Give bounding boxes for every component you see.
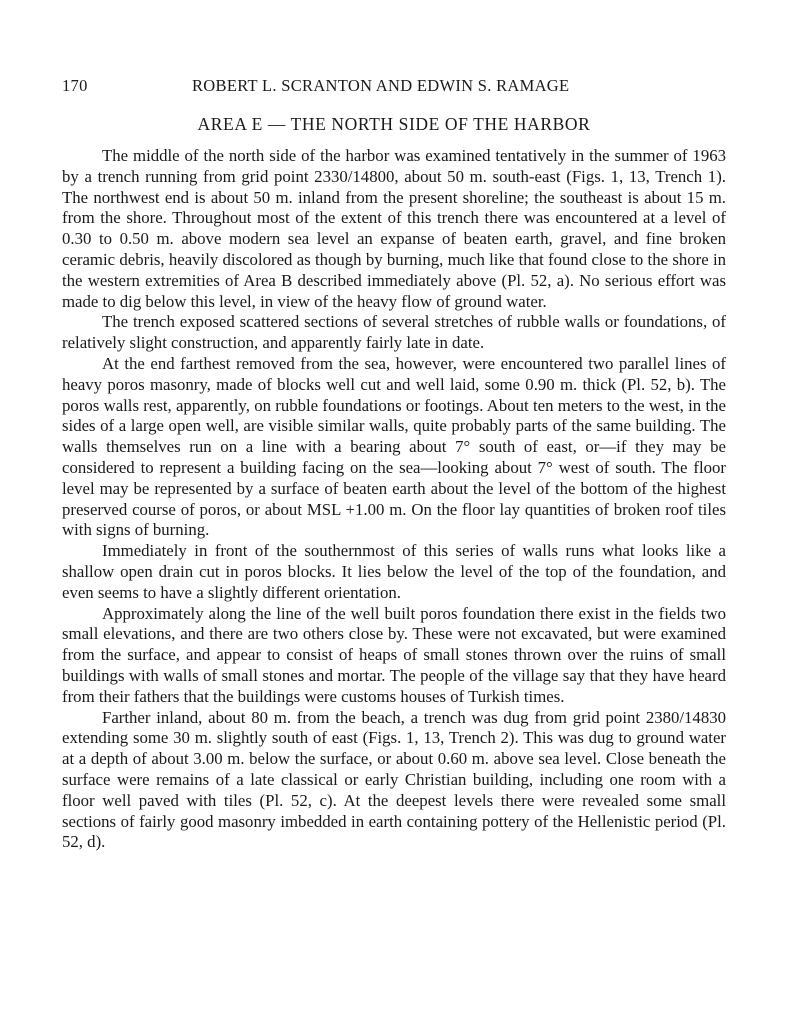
running-head-authors: ROBERT L. SCRANTON AND EDWIN S. RAMAGE bbox=[192, 76, 570, 95]
paragraph: Farther inland, about 80 m. from the beach, a trench was dug from grid point 2380/14830 extending some 30 m. slightly south of east (Figs. 1, 13, Trench 2). This was dug to ground water at a depth of about 3.00 m. below the surface, or about 0.60 m. above sea level. Close beneath the surface were remains of a late classical or early Christian building, including one room with a floor well paved with tiles (Pl. 52, c). At the deepest levels there were revealed some small sections of fairly good masonry imbedded in earth containing pottery of the Hellenistic period (Pl. 52, d). bbox=[62, 707, 726, 852]
paragraph: The trench exposed scattered sections of several stretches of rubble walls or foundations, of relatively slight construction, and apparently fairly late in date. bbox=[62, 312, 726, 353]
paragraph: The middle of the north side of the harbor was examined tentatively in the summer of 1963 by a trench running from grid point 2330/14800, about 50 m. south-east (Figs. 1, 13, Trench 1). The northwest end is about 50 m. inland from the present shoreline; the southeast is about 15 m. from the shore. Throughout most of the extent of this trench there was encountered at a level of 0.30 to 0.50 m. above modern sea level an expanse of beaten earth, gravel, and fine broken ceramic debris, heavily discolored as though by burning, much like that found close to the shore in the western extremities of Area B described immediately above (Pl. 52, a). No serious effort was made to dig below this level, in view of the heavy flow of ground water. bbox=[62, 146, 726, 311]
page-number: 170 bbox=[62, 76, 88, 95]
paragraph: Immediately in front of the southernmost of this series of walls runs what looks like a shallow open drain cut in poros blocks. It lies below the level of the top of the foundation, and even seems to have a slightly different orientation. bbox=[62, 541, 726, 602]
section-title: AREA E — THE NORTH SIDE OF THE HARBOR bbox=[197, 114, 591, 134]
running-head bbox=[62, 76, 726, 100]
paragraph: At the end farthest removed from the sea, however, were encountered two parallel lines of heavy poros masonry, made of blocks well cut and well laid, some 0.90 m. thick (Pl. 52, b). The poros walls rest, apparently, on rubble foundations or footings. About ten meters to the west, in the sides of a large open well, are visible similar walls, quite probably parts of the same building. The walls themselves run on a line with a bearing about 7° south of east, or—if they may be considered to represent a building facing on the sea—looking about 7° west of south. The floor level may be represented by a surface of beaten earth about the level of the bottom of the highest preserved course of poros, or about MSL +1.00 m. On the floor lay quantities of broken roof tiles with signs of burning. bbox=[62, 353, 726, 540]
body-text bbox=[62, 146, 726, 853]
paragraph: Approximately along the line of the well built poros foundation there exist in the fields two small elevations, and there are two others close by. These were not excavated, but were examined from the surface, and appear to consist of heaps of small stones thrown over the ruins of small buildings with walls of small stones and mortar. The people of the village say that they have heard from their fathers that the buildings were customs houses of Turkish times. bbox=[62, 603, 726, 706]
